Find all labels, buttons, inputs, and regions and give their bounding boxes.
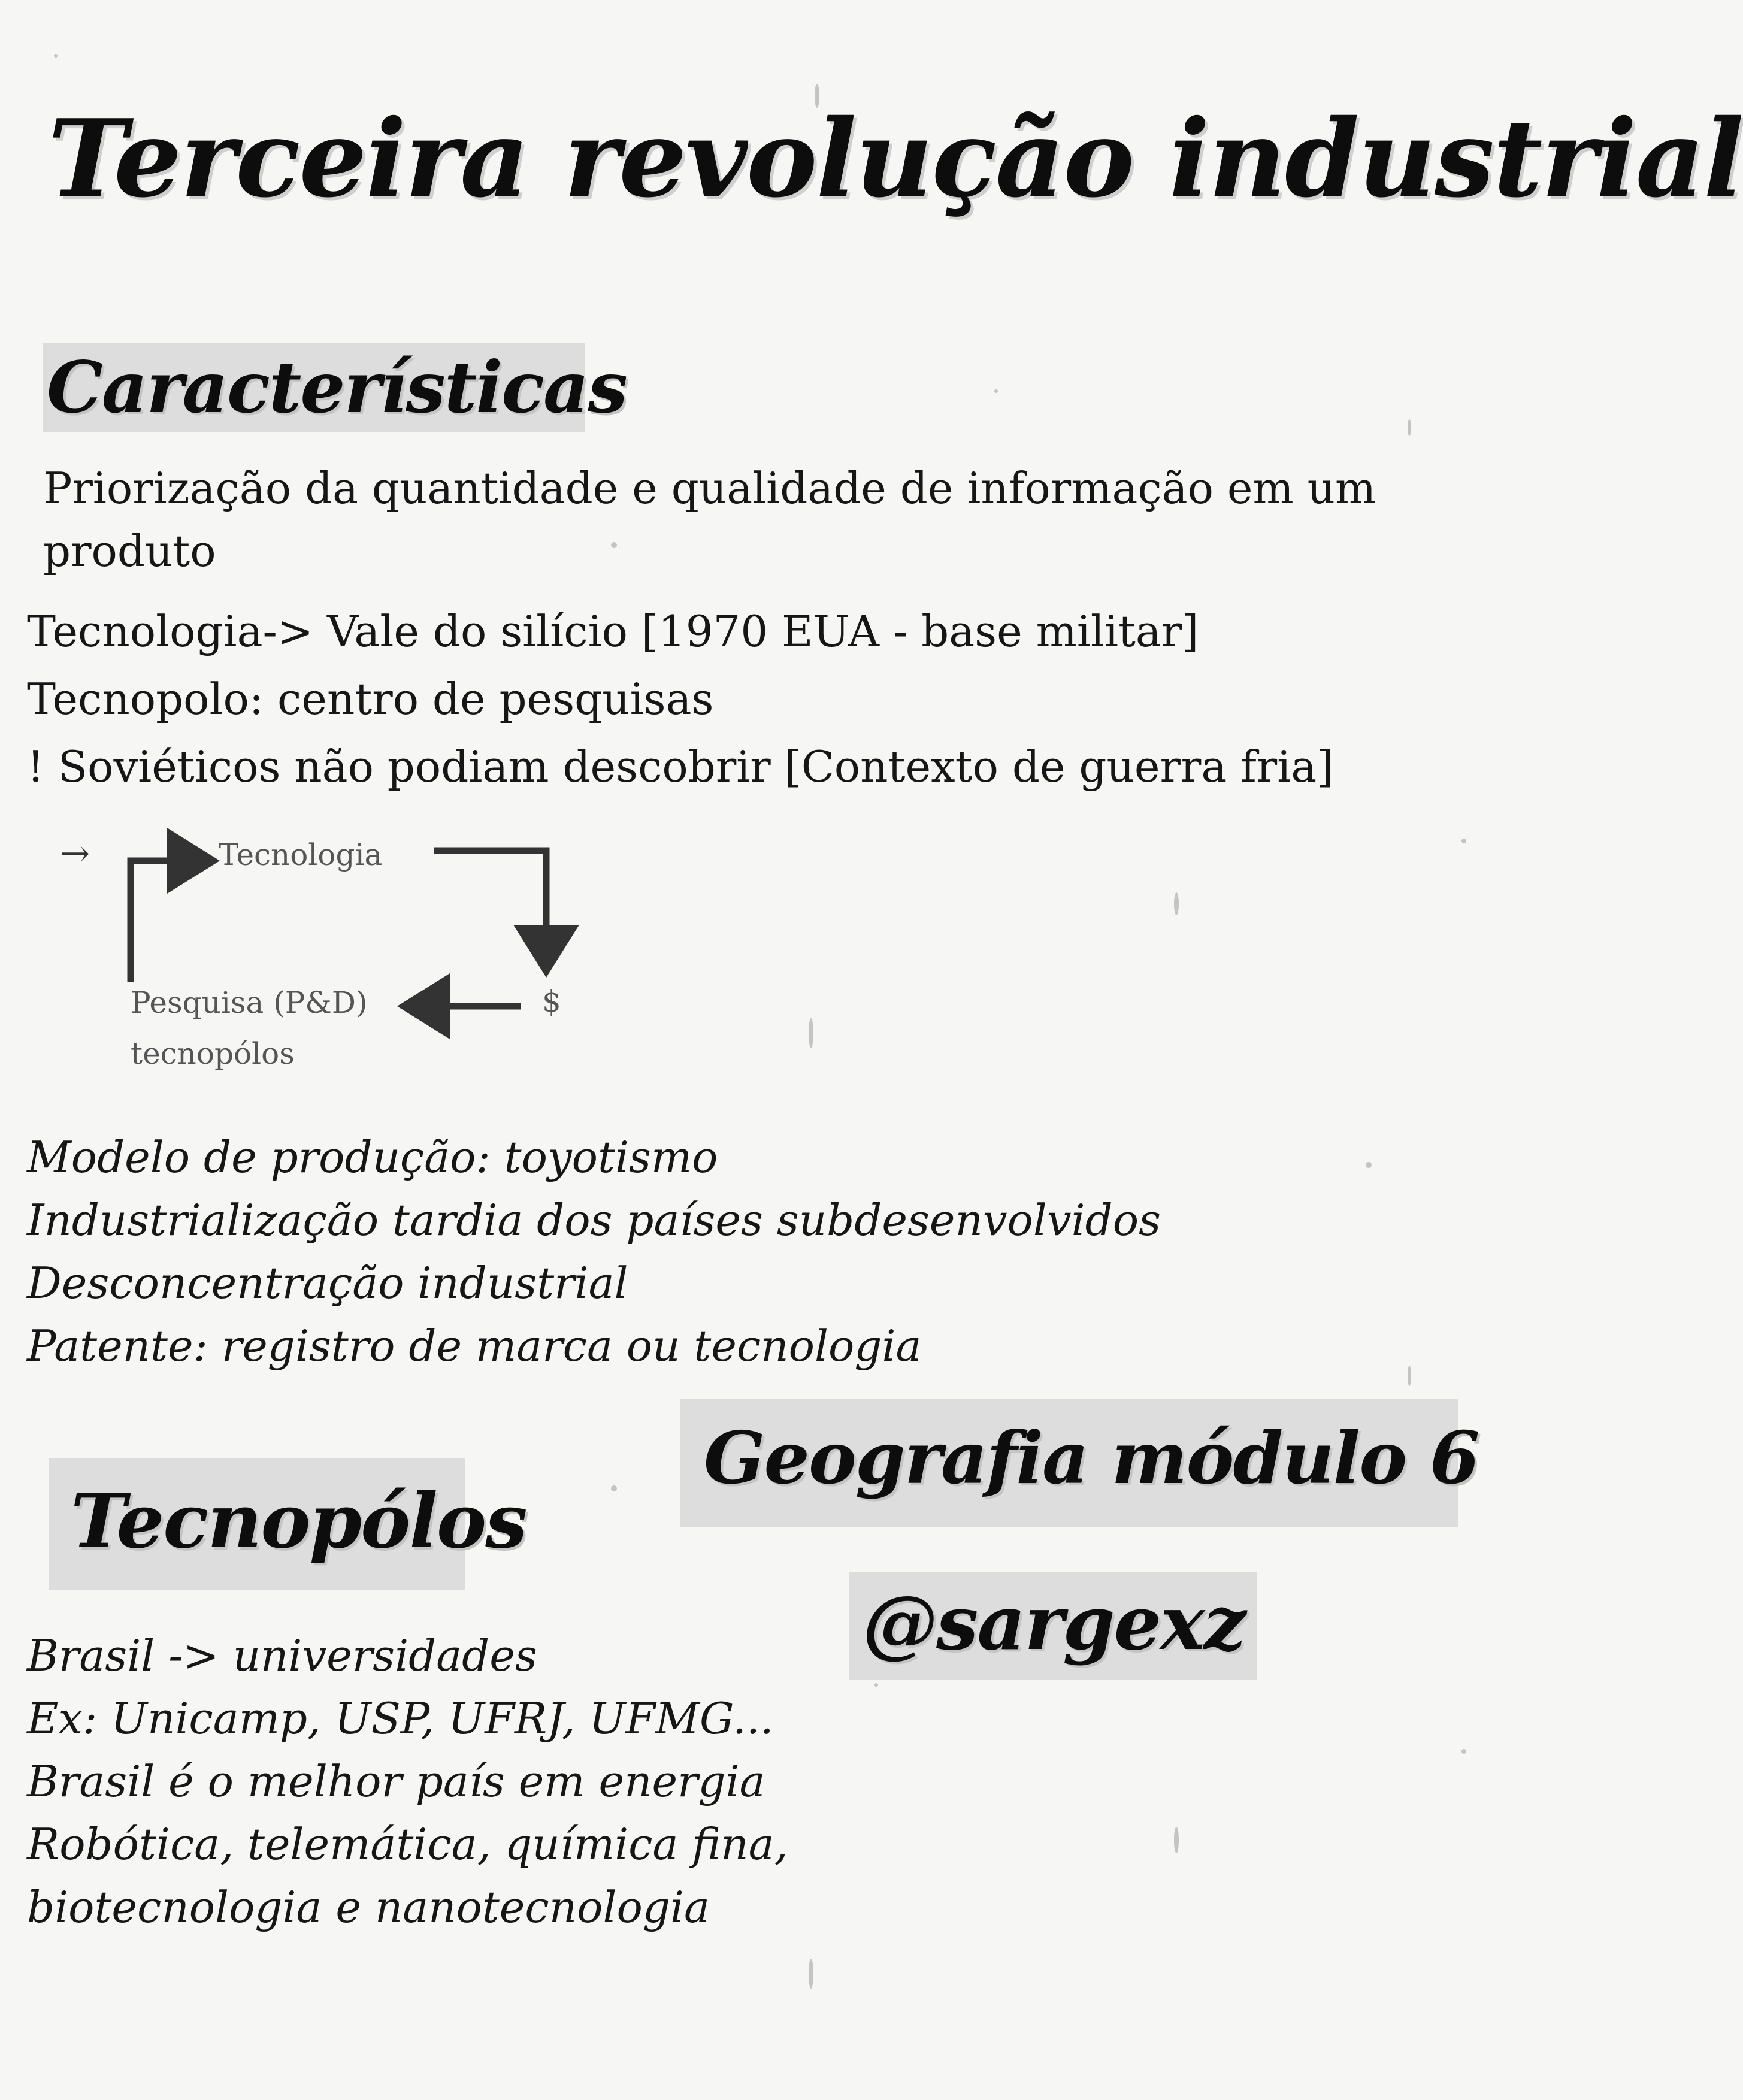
module-tag: Geografia módulo 6: [704, 1416, 1479, 1500]
list-item: ! Soviéticos não podiam descobrir [Contexto de guerra fria]: [27, 742, 1334, 792]
tecnopolos-heading: Tecnopólos: [71, 1478, 526, 1565]
diagram-label-money: $: [542, 984, 561, 1019]
intro-line-2: produto: [43, 526, 216, 576]
start-arrow-icon: →: [60, 833, 90, 875]
list-item: Brasil -> universidades: [27, 1630, 537, 1681]
diagram-label-tecnopolos: tecnopólos: [131, 1036, 295, 1071]
cycle-diagram: [0, 803, 599, 1090]
list-item: biotecnologia e nanotecnologia: [27, 1882, 710, 1932]
arrow-to-money: [434, 851, 546, 964]
list-item: Desconcentração industrial: [27, 1258, 628, 1308]
caracteristicas-list: [27, 600, 1333, 798]
diagram-label-pesquisa: Pesquisa (P&D): [131, 985, 368, 1020]
list-item: Tecnopolo: centro de pesquisas: [27, 674, 714, 724]
list-item: Brasil é o melhor país em energia: [27, 1756, 765, 1807]
list-item: Modelo de produção: toyotismo: [27, 1132, 718, 1182]
author-tag: @sargexz: [863, 1579, 1245, 1667]
list-item: Patente: registro de marca ou tecnologia: [27, 1321, 922, 1371]
diagram-label-tecnologia: Tecnologia: [219, 837, 383, 872]
tecnopolos-list: [27, 1624, 788, 1939]
list-item: Tecnologia-> Vale do silício [1970 EUA - base militar]: [27, 606, 1199, 656]
arrow-to-tecnologia: [131, 861, 207, 982]
page-title: Terceira revolução industrial: [48, 96, 1743, 221]
intro-line-1: Priorização da quantidade e qualidade de informação em um: [43, 463, 1376, 513]
list-item: Industrialização tardia dos países subdesenvolvidos: [27, 1195, 1161, 1245]
production-notes: [27, 1126, 1161, 1378]
caracteristicas-heading: Características: [47, 346, 627, 429]
list-item: Ex: Unicamp, USP, UFRJ, UFMG...: [27, 1693, 774, 1744]
list-item: Robótica, telemática, química fina,: [27, 1819, 788, 1869]
